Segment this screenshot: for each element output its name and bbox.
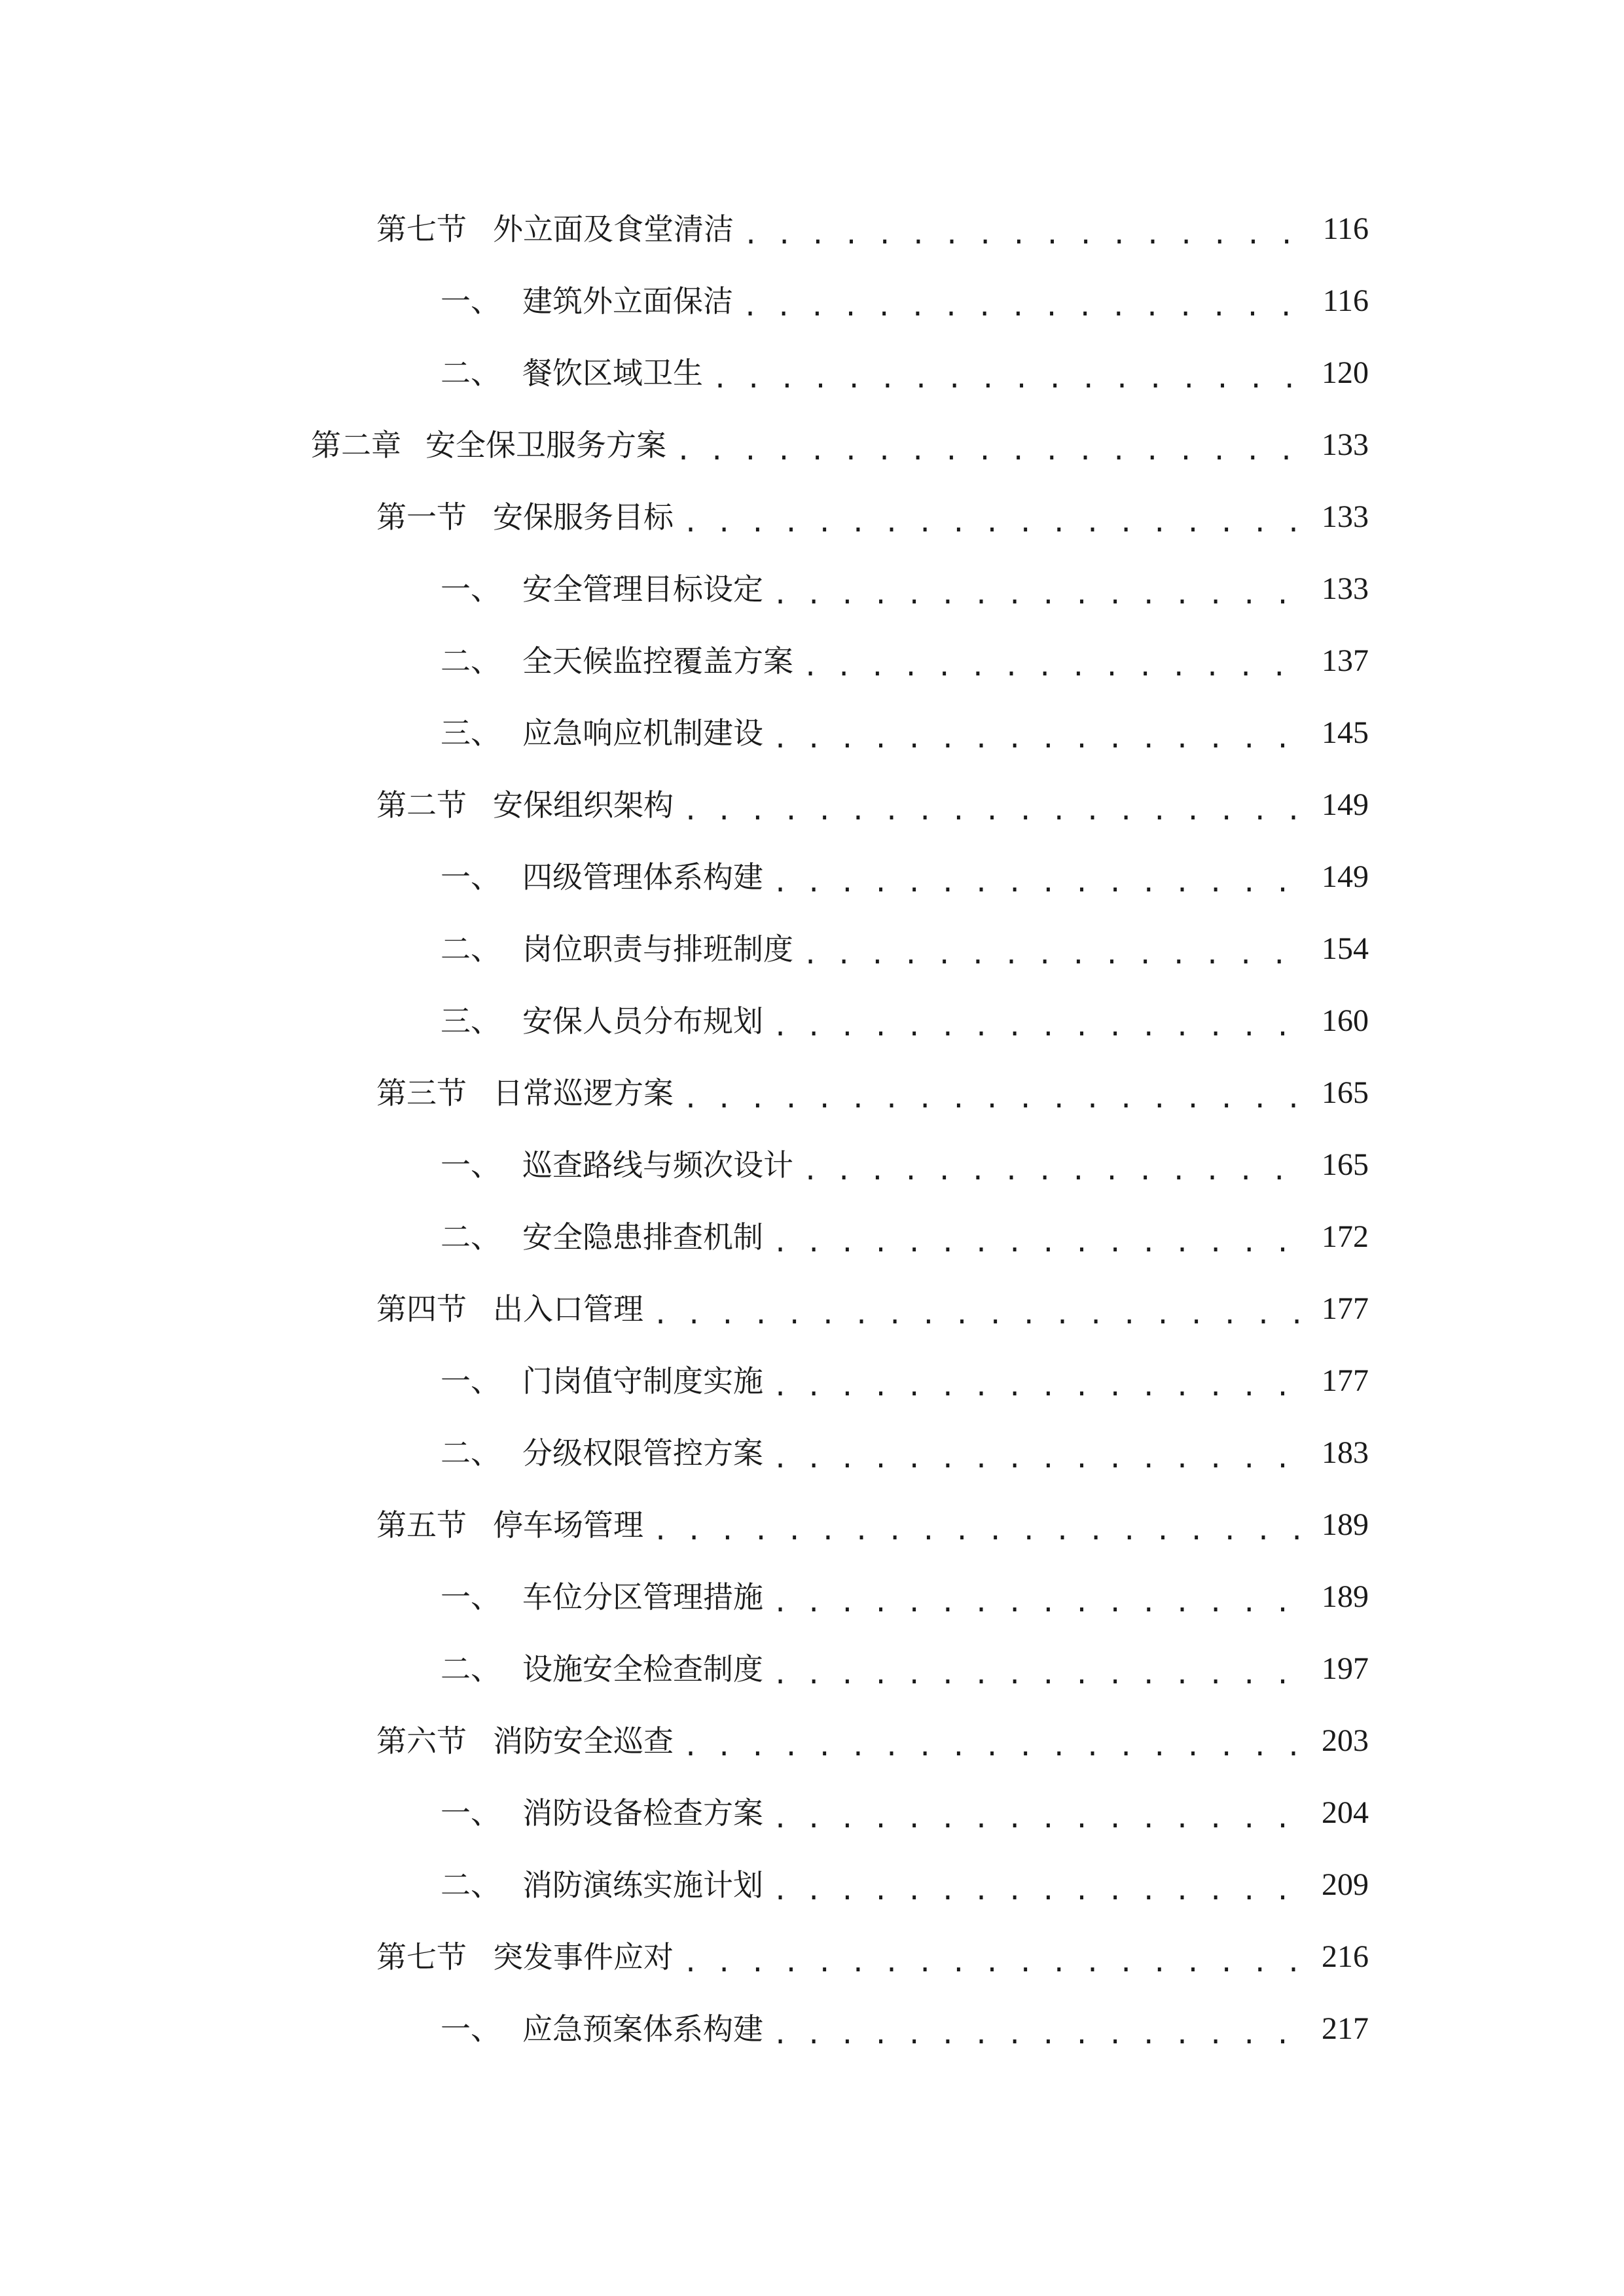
entry-number: 二、: [441, 1651, 501, 1687]
toc-entry[interactable]: [441, 1352, 1369, 1410]
toc-entry[interactable]: [376, 1280, 1369, 1338]
entry-title: 外立面及食堂清洁: [493, 211, 734, 247]
entry-page-number: 204: [1322, 1795, 1369, 1830]
entry-page-number: 203: [1322, 1723, 1369, 1758]
toc-entry[interactable]: [441, 632, 1369, 691]
dot-leader: [803, 650, 1305, 680]
entry-page-number: 154: [1322, 931, 1369, 966]
entry-title: 安保服务目标: [493, 499, 674, 535]
toc-entry[interactable]: [376, 1064, 1369, 1122]
dot-leader: [772, 866, 1305, 896]
dot-leader: [653, 1514, 1305, 1544]
entry-number: 二、: [441, 1435, 501, 1471]
entry-number: 一、: [441, 1147, 501, 1183]
entry-number: 第三节: [376, 1075, 467, 1111]
toc-entry[interactable]: [441, 1640, 1369, 1698]
toc-entry[interactable]: [376, 200, 1369, 259]
entry-page-number: 216: [1322, 1939, 1369, 1974]
toc-entry[interactable]: [441, 704, 1369, 762]
entry-title: 车位分区管理措施: [522, 1579, 763, 1615]
entry-title: 巡查路线与频次设计: [522, 1147, 793, 1183]
entry-number: 二、: [441, 355, 501, 391]
entry-number: 第四节: [376, 1291, 467, 1327]
dot-leader: [772, 578, 1305, 608]
dot-leader: [772, 1442, 1305, 1472]
entry-page-number: 160: [1322, 1003, 1369, 1038]
entry-page-number: 137: [1322, 643, 1369, 678]
entry-title: 消防安全巡查: [493, 1723, 674, 1759]
entry-title: 建筑外立面保洁: [522, 283, 733, 319]
entry-number: 第二节: [376, 787, 467, 823]
toc-entry[interactable]: [441, 920, 1369, 978]
dot-leader: [683, 1946, 1305, 1976]
dot-leader: [712, 362, 1305, 392]
dot-leader: [772, 1226, 1305, 1256]
entry-title: 出入口管理: [493, 1291, 643, 1327]
toc-entry[interactable]: [311, 416, 1369, 475]
entry-page-number: 149: [1322, 787, 1369, 822]
entry-page-number: 183: [1322, 1435, 1369, 1470]
entry-title: 安全保卫服务方案: [425, 427, 666, 463]
entry-title: 突发事件应对: [493, 1939, 674, 1975]
dot-leader: [772, 722, 1305, 752]
dot-leader: [772, 2018, 1305, 2048]
dot-leader: [653, 1298, 1305, 1328]
entry-title: 岗位职责与排班制度: [522, 931, 793, 967]
entry-title: 四级管理体系构建: [522, 859, 763, 895]
entry-title: 应急响应机制建设: [522, 715, 763, 751]
dot-leader: [772, 1802, 1305, 1832]
dot-leader: [772, 1370, 1305, 1400]
dot-leader: [772, 1658, 1305, 1688]
toc-entry[interactable]: [376, 488, 1369, 547]
toc-entry[interactable]: [441, 1208, 1369, 1266]
entry-title: 分级权限管控方案: [522, 1435, 763, 1471]
toc-entry[interactable]: [376, 1712, 1369, 1770]
entry-number: 第二章: [311, 427, 401, 463]
entry-title: 安全管理目标设定: [522, 571, 763, 607]
entry-page-number: 133: [1322, 571, 1369, 606]
entry-page-number: 145: [1322, 715, 1369, 750]
entry-page-number: 217: [1322, 2011, 1369, 2046]
entry-page-number: 133: [1322, 427, 1369, 462]
dot-leader: [683, 1082, 1305, 1112]
entry-page-number: 189: [1322, 1579, 1369, 1614]
entry-page-number: 149: [1322, 859, 1369, 894]
dot-leader: [742, 290, 1306, 320]
entry-page-number: 165: [1322, 1147, 1369, 1182]
entry-number: 第七节: [376, 211, 467, 247]
toc-entry[interactable]: [441, 1568, 1369, 1626]
entry-number: 二、: [441, 1219, 501, 1255]
entry-number: 二、: [441, 931, 501, 967]
entry-page-number: 165: [1322, 1075, 1369, 1110]
entry-number: 第六节: [376, 1723, 467, 1759]
entry-title: 消防演练实施计划: [522, 1867, 763, 1903]
entry-title: 餐饮区域卫生: [522, 355, 703, 391]
entry-page-number: 197: [1322, 1651, 1369, 1686]
toc-entry[interactable]: [441, 2000, 1369, 2058]
dot-leader: [683, 794, 1305, 824]
entry-title: 门岗值守制度实施: [522, 1363, 763, 1399]
dot-leader: [743, 218, 1306, 248]
toc-entry[interactable]: [376, 1496, 1369, 1554]
entry-page-number: 177: [1322, 1291, 1369, 1326]
entry-number: 一、: [441, 283, 501, 319]
entry-page-number: 116: [1322, 211, 1369, 246]
entry-number: 一、: [441, 1579, 501, 1615]
dot-leader: [676, 434, 1305, 464]
entry-title: 停车场管理: [493, 1507, 643, 1543]
toc-entry[interactable]: [441, 1856, 1369, 1914]
entry-number: 第七节: [376, 1939, 467, 1975]
entry-number: 一、: [441, 571, 501, 607]
entry-title: 全天候监控覆盖方案: [522, 643, 793, 679]
entry-number: 三、: [441, 715, 501, 751]
entry-number: 二、: [441, 643, 501, 679]
toc-entry[interactable]: [376, 1928, 1369, 1986]
entry-number: 第五节: [376, 1507, 467, 1543]
entry-title: 消防设备检查方案: [522, 1795, 763, 1831]
entry-number: 二、: [441, 1867, 501, 1903]
entry-number: 一、: [441, 2011, 501, 2047]
entry-number: 三、: [441, 1003, 501, 1039]
entry-title: 日常巡逻方案: [493, 1075, 674, 1111]
entry-title: 安保人员分布规划: [522, 1003, 763, 1039]
entry-page-number: 172: [1322, 1219, 1369, 1254]
toc-entry[interactable]: [376, 776, 1369, 834]
entry-page-number: 116: [1322, 283, 1369, 318]
entry-page-number: 189: [1322, 1507, 1369, 1542]
entry-number: 一、: [441, 859, 501, 895]
entry-title: 安全隐患排查机制: [522, 1219, 763, 1255]
dot-leader: [683, 1730, 1305, 1760]
entry-page-number: 177: [1322, 1363, 1369, 1398]
toc-entry[interactable]: [441, 848, 1369, 906]
dot-leader: [803, 1154, 1305, 1184]
toc-entry[interactable]: [441, 1424, 1369, 1482]
toc-entry[interactable]: [441, 992, 1369, 1050]
entry-page-number: 209: [1322, 1867, 1369, 1902]
entry-title: 设施安全检查制度: [522, 1651, 763, 1687]
dot-leader: [683, 506, 1305, 536]
entry-number: 一、: [441, 1795, 501, 1831]
toc-entry[interactable]: [441, 344, 1369, 403]
toc-entry[interactable]: [441, 1136, 1369, 1194]
dot-leader: [772, 1586, 1305, 1616]
toc-entry[interactable]: [441, 560, 1369, 619]
toc-entry[interactable]: [441, 1784, 1369, 1842]
entry-page-number: 120: [1322, 355, 1369, 390]
entry-title: 应急预案体系构建: [522, 2011, 763, 2047]
entry-page-number: 133: [1322, 499, 1369, 534]
dot-leader: [772, 1010, 1305, 1040]
dot-leader: [772, 1874, 1305, 1904]
toc-entry[interactable]: [441, 272, 1369, 331]
entry-number: 一、: [441, 1363, 501, 1399]
entry-number: 第一节: [376, 499, 467, 535]
entry-title: 安保组织架构: [493, 787, 674, 823]
dot-leader: [803, 938, 1305, 968]
